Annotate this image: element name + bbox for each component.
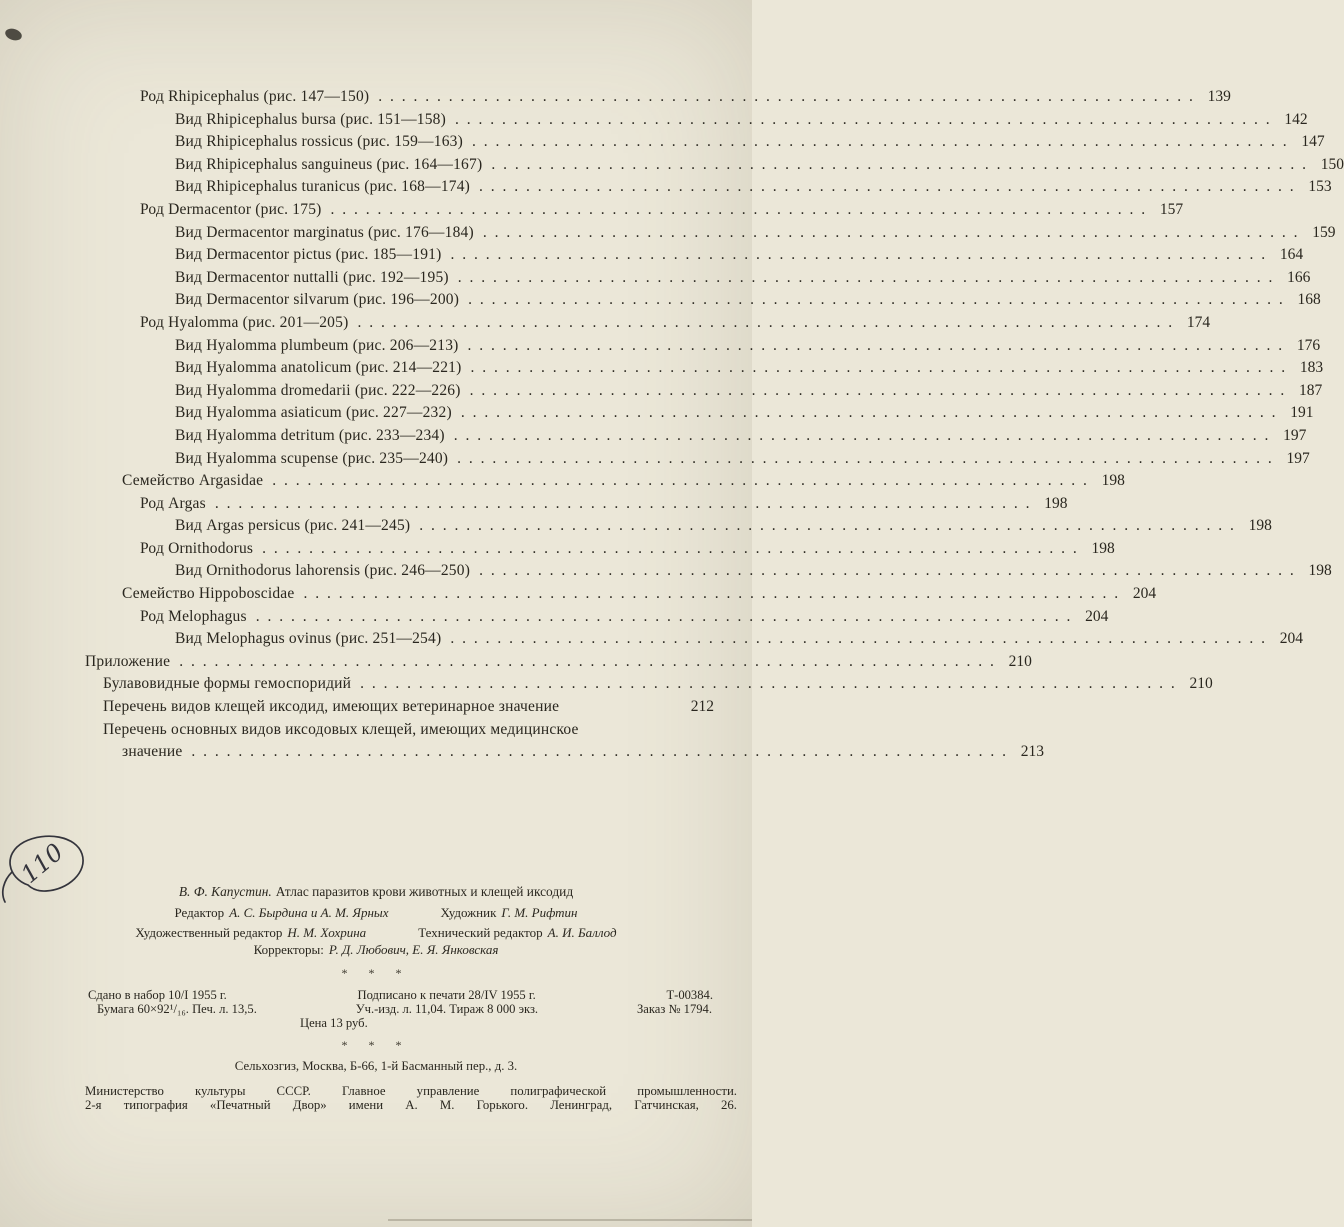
print-date: Подписано к печати 28/IV 1955 г. (357, 988, 536, 1002)
artist-credit (440, 905, 577, 922)
toc-dot-leader: . . . . . . . . . . . . . . . . . . . . . . . . . . . . . . . . . . . . . . . . . . . . . . . . . . . . . . . . . . . . . . . . . . . . . . (482, 223, 1300, 241)
toc-entry (85, 289, 1321, 312)
toc-entry-page: 213 (1020, 743, 1045, 761)
toc-dot-leader: . . . . . . . . . . . . . . . . . . . . . . . . . . . . . . . . . . . . . . . . . . . . . . . . . . . . . . . . . . . . . . . . . . . . . . (450, 246, 1268, 264)
imprint-code: Т-00384. (666, 988, 713, 1002)
toc-dot-leader: . . . . . . . . . . . . . . . . . . . . . . . . . . . . . . . . . . . . . . . . . . . . . . . . . . . . . . . . . . . . . . . . . . . . . . (491, 155, 1308, 173)
toc-entry (85, 448, 1310, 471)
toc-entry (85, 402, 1314, 425)
toc-entry (85, 199, 1184, 222)
toc-entry-label: Вид Dermacentor silvarum (рис. 196—200) (175, 291, 460, 309)
toc-dot-leader: . . . . . . . . . . . . . . . . . . . . . . . . . . . . . . . . . . . . . . . . . . . . . . . . . . . . . . . . . . . . . . . . . . . . . . (455, 110, 1272, 128)
toc-entry-label: Вид Dermacentor nuttalli (рис. 192—195) (175, 268, 449, 286)
toc-entry-label: значение (122, 743, 183, 761)
toc-entry (85, 515, 1272, 538)
toc-entry (85, 696, 714, 719)
price-line: Цена 13 руб. (300, 1015, 368, 1030)
toc-entry-page: 187 (1299, 381, 1323, 399)
toc-dot-leader: . . . . . . . . . . . . . . . . . . . . . . . . . . . . . . . . . . . . . . . . . . . . . . . . . . . . . . . . . . . . . . . . . . . . . . (255, 607, 1073, 625)
toc-entry-label: Семейство Argasidae (122, 472, 264, 490)
toc-entry (85, 606, 1109, 629)
art-editor-credit (135, 925, 366, 942)
asterisk-separator: * * * (341, 966, 411, 980)
toc-dot-leader: . . . . . . . . . . . . . . . . . . . . . . . . . . . . . . . . . . . . . . . . . . . . . . . . . . . . . . . . . . . . . . . . . . . . . . (453, 426, 1271, 444)
staff-line-2 (0, 925, 752, 942)
art-editor-role: Художественный редактор (135, 925, 283, 940)
toc-entry (85, 628, 1303, 651)
toc-entry (85, 651, 1032, 674)
toc-entry (85, 267, 1311, 290)
toc-entry (85, 673, 1213, 696)
toc-entry-page: 198 (1044, 494, 1068, 512)
toc-entry (85, 357, 1324, 380)
toc-dot-leader: . . . . . . . . . . . . . . . . . . . . . . . . . . . . . . . . . . . . . . . . . . . . . . . . . . . . . . . . . . . . . . . . . . . . . . (191, 743, 1009, 761)
toc-entry-page: 204 (1085, 607, 1109, 625)
toc-entry-page: 142 (1284, 110, 1308, 128)
tech-editor-name: А. И. Баллод (547, 925, 617, 940)
toc-entry (85, 86, 1231, 109)
correctors-names: Р. Д. Любович, Е. Я. Янковская (328, 941, 499, 957)
toc-dot-leader: . . . . . . . . . . . . . . . . . . . . . . . . . . . . . . . . . . . . . . . . . . . . . . . . . . . . . . . . . . . . . . . . . . . . . . (357, 313, 1175, 331)
toc-dot-leader: . . . . . . . . . . . . . . . . . . . . . . . . . . . . . . . . . . . . . . . . . . . . . . . . . . . . . . . . . . . . . . . . . . . . . . (262, 539, 1079, 557)
artist-role: Художник (440, 904, 497, 920)
toc-entry-page: 204 (1279, 630, 1303, 648)
toc-dot-leader: . . . . . . . . . . . . . . . . . . . . . . . . . . . . . . . . . . . . . . . . . . . . . . . . . . . . . . . . . . . . . . . . . . . . . . (479, 178, 1296, 196)
toc-entry-label: Вид Argas persicus (рис. 241—245) (175, 517, 411, 535)
toc-entry (85, 470, 1125, 493)
toc-entry-page: 168 (1297, 291, 1321, 309)
toc-entry (85, 154, 1344, 177)
toc-entry (85, 425, 1307, 448)
toc-entry-page: 198 (1248, 517, 1272, 535)
toc-entry (85, 176, 1332, 199)
colophon-title (0, 884, 752, 901)
toc-entry-label: Вид Rhipicephalus sanguineus (рис. 164—167) (175, 155, 483, 173)
toc-entry-page: 150 (1320, 155, 1344, 173)
toc-entry-label: Род Argas (140, 494, 206, 512)
toc-dot-leader: . . . . . . . . . . . . . . . . . . . . . . . . . . . . . . . . . . . . . . . . . . . . . . . . . . . . . . . . . . . . . . . . . . . . . . (457, 268, 1275, 286)
scan-ink-smudge (4, 27, 24, 43)
correctors-credit (254, 942, 499, 957)
toc-entry-label: Вид Melophagus ovinus (рис. 251—254) (175, 630, 442, 648)
toc-entry (85, 583, 1157, 606)
toc-entry-label: Род Dermacentor (рис. 175) (140, 200, 322, 218)
paper-format: Бумага 60×92¹/₁₆. Печ. л. 13,5. (97, 1001, 257, 1016)
toc-dot-leader: . . . . . . . . . . . . . . . . . . . . . . . . . . . . . . . . . . . . . . . . . . . . . . . . . . . . . . . . . . . . . . . . . . . . . . (214, 494, 1032, 512)
toc-entry-page: 191 (1290, 404, 1314, 422)
toc-dot-leader: . . . . . . . . . . . . . . . . . . . . . . . . . . . . . . . . . . . . . . . . . . . . . . . . . . . . . . . . . . . . . . . . . . . . . . (457, 449, 1274, 467)
toc-entry-page: 210 (1189, 675, 1213, 693)
toc-entry-page: 197 (1283, 426, 1307, 444)
asterisk-separator-2: * * * (341, 1038, 411, 1053)
toc-entry-page: 198 (1308, 562, 1332, 580)
toc-entry (85, 719, 714, 742)
toc-entry-page: 166 (1287, 268, 1311, 286)
publisher-address: Сельхозгиз, Москва, Б-66, 1-й Басманный пер., д. 3. (234, 1059, 518, 1074)
toc-entry-label: Вид Rhipicephalus bursa (рис. 151—158) (175, 110, 446, 128)
toc-entry (85, 741, 1045, 764)
staff-line-1 (0, 905, 752, 922)
toc-entry-page: 198 (1101, 472, 1125, 490)
correctors-role: Корректоры: (253, 941, 324, 957)
toc-entry-page: 139 (1207, 88, 1231, 105)
toc-dot-leader: . . . . . . . . . . . . . . . . . . . . . . . . . . . . . . . . . . . . . . . . . . . . . . . . . . . . . . . . . . . . . . . . . . . . . . (179, 652, 996, 670)
toc-dot-leader: . . . . . . . . . . . . . . . . . . . . . . . . . . . . . . . . . . . . . . . . . . . . . . . . . . . . . . . . . . . . . . . . . . . . . . (360, 675, 1177, 693)
toc-entry-label: Вид Hyalomma dromedarii (рис. 222—226) (175, 381, 461, 399)
toc-entry (85, 131, 1325, 154)
toc-entry-label: Вид Hyalomma scupense (рис. 235—240) (175, 449, 449, 467)
toc-entry (85, 493, 1068, 516)
toc-entry-page: 210 (1008, 652, 1032, 670)
print-run: Уч.-изд. л. 11,04. Тираж 8 000 экз. (355, 1001, 539, 1016)
toc-dot-leader: . . . . . . . . . . . . . . . . . . . . . . . . . . . . . . . . . . . . . . . . . . . . . . . . . . . . . . . . . . . . . . . . . . . . . . (479, 562, 1296, 580)
toc-entry-page: 204 (1132, 585, 1157, 603)
imprint-line-1 (88, 989, 713, 1003)
toc-dot-leader: . . . . . . . . . . . . . . . . . . . . . . . . . . . . . . . . . . . . . . . . . . . . . . . . . . . . . . . . . . . . . . . . . . . . . . (419, 517, 1236, 535)
toc-entry-label: Вид Hyalomma detritum (рис. 233—234) (175, 426, 445, 444)
toc-entry-label: Булавовидные формы гемоспоридий (103, 675, 352, 693)
toc-entry-label: Вид Dermacentor marginatus (рис. 176—184) (175, 223, 474, 241)
scan-edge-mark (388, 1219, 752, 1221)
toc-entry (85, 335, 1321, 358)
toc-entry (85, 312, 1211, 335)
toc-dot-leader: . . . . . . . . . . . . . . . . . . . . . . . . . . . . . . . . . . . . . . . . . . . . . . . . . . . . . . . . . . . . . . . . . . . . . . (272, 472, 1089, 490)
toc-dot-leader: . . . . . . . . . . . . . . . . . . . . . . . . . . . . . . . . . . . . . . . . . . . . . . . . . . . . . . . . . . . . . . . . . . . . . . (469, 381, 1287, 399)
toc-entry-page: 176 (1296, 336, 1321, 354)
toc-entry-label: Род Melophagus (140, 607, 247, 625)
order-number: Заказ № 1794. (636, 1001, 712, 1016)
toc-entry-page: 212 (690, 698, 714, 716)
toc-entry-label: Вид Ornithodorus lahorensis (рис. 246—250) (175, 562, 471, 580)
typeset-date: Сдано в набор 10/I 1955 г. (88, 988, 227, 1002)
toc-entry (85, 109, 1308, 132)
toc-entry-label: Вид Hyalomma anatolicum (рис. 214—221) (175, 359, 462, 377)
toc-entry-label: Перечень основных видов иксодовых клещей, имеющих медицинское (103, 720, 579, 738)
toc-dot-leader: . . . . . . . . . . . . . . . . . . . . . . . . . . . . . . . . . . . . . . . . . . . . . . . . . . . . . . . . . . . . . . . . . . . . . . (471, 133, 1289, 151)
toc-entry-page: 157 (1159, 200, 1184, 218)
toc-entry-label: Род Ornithodorus (140, 539, 254, 557)
toc-entry-page: 198 (1091, 539, 1115, 557)
toc-dot-leader: . . . . . . . . . . . . . . . . . . . . . . . . . . . . . . . . . . . . . . . . . . . . . . . . . . . . . . . . . . . . . . . . . . . . . . (460, 404, 1278, 422)
ministry-line-1: Министерство культуры СССР. Главное управление полиграфической промышленности. (85, 1083, 737, 1098)
toc-entry-label: Род Rhipicephalus (рис. 147—150) (140, 88, 370, 105)
toc-entry-page: 197 (1286, 449, 1310, 467)
imprint-line-2 (97, 1003, 712, 1017)
toc-entry-label: Вид Dermacentor pictus (рис. 185—191) (175, 246, 442, 264)
toc-dot-leader: . . . . . . . . . . . . . . . . . . . . . . . . . . . . . . . . . . . . . . . . . . . . . . . . . . . . . . . . . . . . . . . . . . . . . . (470, 359, 1288, 377)
author-name: В. Ф. Капустин. (178, 884, 272, 899)
colophon (0, 884, 752, 1112)
table-of-contents (85, 86, 1344, 764)
toc-entry-label: Род Hyalomma (рис. 201—205) (140, 313, 349, 331)
toc-entry (85, 244, 1304, 267)
toc-entry-page: 174 (1186, 313, 1211, 331)
toc-entry (85, 380, 1323, 403)
ministry-line-2: 2-я типография «Печатный Двор» имени А. М. Горького. Ленинград, Гатчинская, 26. (85, 1097, 737, 1112)
toc-entry-page: 183 (1299, 359, 1324, 377)
toc-dot-leader: . . . . . . . . . . . . . . . . . . . . . . . . . . . . . . . . . . . . . . . . . . . . . . . . . . . . . . . . . . . . . . . . . . . . . . (467, 336, 1285, 354)
tech-editor-role: Технический редактор (418, 925, 543, 940)
toc-dot-leader: . . . . . . . . . . . . . . . . . . . . . . . . . . . . . . . . . . . . . . . . . . . . . . . . . . . . . . . . . . . . . . . . . . . . . . (450, 630, 1267, 648)
toc-entry-label: Вид Rhipicephalus turanicus (рис. 168—174) (175, 178, 471, 196)
toc-entry-label: Вид Rhipicephalus rossicus (рис. 159—163) (175, 133, 463, 151)
toc-entry-page: 153 (1308, 178, 1332, 196)
toc-dot-leader: . . . . . . . . . . . . . . . . . . . . . . . . . . . . . . . . . . . . . . . . . . . . . . . . . . . . . . . . . . . . . . . . . . . . . . (330, 200, 1148, 218)
toc-dot-leader: . . . . . . . . . . . . . . . . . . . . . . . . . . . . . . . . . . . . . . . . . . . . . . . . . . . . . . . . . . . . . . . . . . . . . . (303, 585, 1121, 603)
toc-entry-label: Семейство Hippoboscidae (122, 585, 295, 603)
editor-names: А. С. Бырдина и А. М. Ярных (229, 904, 389, 920)
toc-entry (85, 222, 1336, 245)
art-editor-name: Н. М. Хохрина (287, 925, 367, 940)
tech-editor-credit (418, 925, 616, 942)
artist-name: Г. М. Рифтин (501, 904, 578, 920)
toc-entry-label: Приложение (85, 652, 171, 670)
editor-credit (174, 905, 388, 922)
toc-entry (85, 538, 1115, 561)
toc-entry-label: Вид Hyalomma asiaticum (рис. 227—232) (175, 404, 452, 422)
editor-role: Редактор (174, 904, 225, 920)
book-title: Атлас паразитов крови животных и клещей иксодид (275, 884, 574, 899)
toc-entry-page: 159 (1312, 223, 1336, 241)
toc-dot-leader: . . . . . . . . . . . . . . . . . . . . . . . . . . . . . . . . . . . . . . . . . . . . . . . . . . . . . . . . . . . . . . . . . . . . . . (468, 291, 1285, 309)
toc-entry-label: Перечень видов клещей иксодид, имеющих ветеринарное значение (103, 698, 560, 716)
stamp-number: 110 (15, 837, 69, 889)
toc-entry-page: 164 (1279, 246, 1304, 264)
correctors-line (0, 942, 752, 959)
toc-entry-page: 147 (1301, 133, 1325, 151)
toc-entry (85, 560, 1332, 583)
toc-dot-leader: . . . . . . . . . . . . . . . . . . . . . . . . . . . . . . . . . . . . . . . . . . . . . . . . . . . . . . . . . . . . . . . . . . . . . . (378, 88, 1195, 105)
toc-entry-label: Вид Hyalomma plumbeum (рис. 206—213) (175, 336, 459, 354)
